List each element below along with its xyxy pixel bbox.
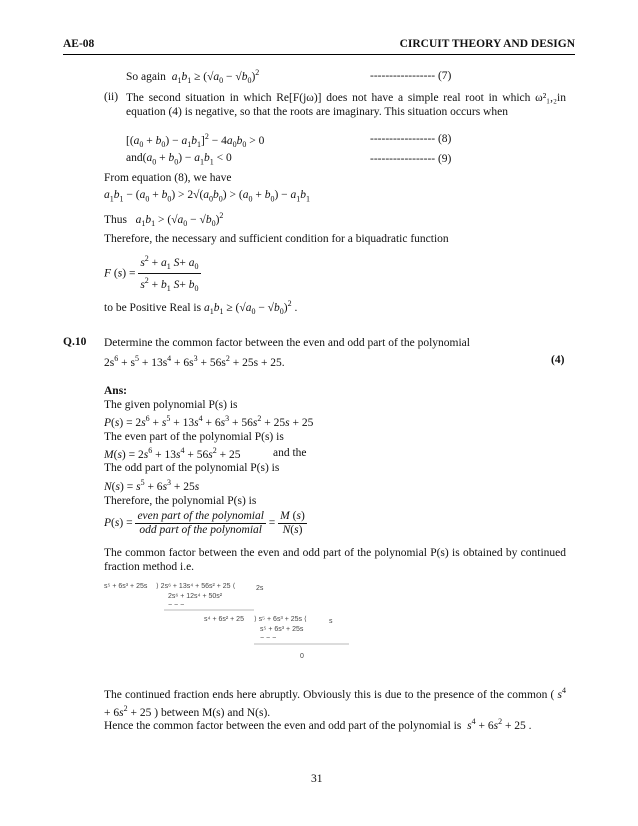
eq8-tag: ----------------- (8) [370,133,452,145]
eq7-line: So again $a_1b_1 \ge (√a_0 - √b_0)^2$ [126,68,260,86]
header-right: CIRCUIT THEORY AND DESIGN [399,38,575,50]
continued-fraction-figure [104,578,372,676]
svg-text:s⁵ + 6s³ + 25s: s⁵ + 6s³ + 25s [104,583,148,590]
so-again-text: So again [126,70,166,83]
inequality-line: $a_1b_1 - (a_0 + b_0) > 2√(a_0b_0) > (a_0 + b_0) - a_1b_1$ [104,189,311,204]
svg-text:⟩ s⁵ + 6s³ + 25s ⟨: ⟩ s⁵ + 6s³ + 25s ⟨ [254,616,307,623]
thus-line: Thus $a_1b_1 > (√a_0 - √b_0)^2$ [104,211,224,229]
and-label: and [126,152,143,164]
p-of-s: $P(s) = 2s^6 + s^5 + 13s^4 + 6s^3 + 56s^2 + 25s + 25$ [104,414,314,429]
biquadratic-fraction: F (s) = $\frac{s^2 + a_1 S+ a_0}{s^2 + b_1 S+ b_0}$ [104,254,199,294]
continued-text-end: ) between M(s) and N(s). [154,706,271,719]
even-part-text: The even part of the polynomial P(s) is [104,431,284,443]
svg-text:2s: 2s [256,585,264,592]
svg-text:− − −: − − − [168,602,185,609]
positive-real-text: to be Positive Real is [104,301,202,314]
positive-real-line: to be Positive Real is $a_1b_1 \ge (√a_0 - √b_0)^2$ . [104,299,298,317]
ps-fraction: P(s) = $\frac{\text{even part of the polynomial}}{\text{odd part of the polynomial}}$ = $\frac{M (s)}{N(s)}$ [104,510,305,536]
item-ii-label: (ii) [104,91,119,103]
q10-polynomial: $2s^6 + s^5 + 13s^4 + 6s^3 + 56s^2 + 25s + 25$. [104,354,285,369]
continued-text: The continued fraction ends here abruptly. Obviously this is due to the presence of the common ( $s^4 + 6s^2 + 25$ ) between M(s) and N(s). [104,686,566,719]
svg-text:− − −: − − − [260,635,277,642]
svg-text:s⁵ + 6s³ + 25s: s⁵ + 6s³ + 25s [260,626,304,633]
svg-text:s: s [329,618,333,625]
continued-text-start: The continued fraction ends here abruptly. Obviously this is due to the presence of the common ( [104,688,555,701]
ans-label: Ans: [104,385,128,397]
item-ii-text: The second situation in which Re[F(jω)] does not have a simple real root in which ω²₁,₂in equation (4) is negative, so that the roots are imaginary. This situation occurs when [126,92,566,118]
svg-text:0: 0 [300,653,304,660]
eq9-line: $and(a_0 + b_0) - a_1b_1 < 0$ [126,152,232,167]
odd-part-text: The odd part of the polynomial P(s) is [104,462,280,474]
from-eq8-text: From equation (8), we have [104,172,232,184]
q10-text: Determine the common factor between the even and odd part of the polynomial [104,337,470,349]
given-text: The given polynomial P(s) is [104,399,238,411]
frac-num: even part of the polynomial [137,510,264,522]
svg-text:s⁴ + 6s² + 25: s⁴ + 6s² + 25 [204,616,244,623]
n-of-s: $N(s) = s^5 + 6s^3 + 25s$ [104,478,200,493]
therefore-text: Therefore, the necessary and sufficient condition for a biquadratic function [104,233,449,245]
hence-text: Hence the common factor between the even and odd part of the polynomial is [104,719,462,732]
q10-marks: (4) [551,354,565,366]
common-factor-text: The common factor between the even and odd part of the polynomial P(s) is obtained by continued fraction method i.e. [104,547,566,573]
q10-label: Q.10 [63,336,87,348]
eq7-tag: ----------------- (7) [370,70,452,82]
hence-line: Hence the common factor between the even and odd part of the polynomial is $s^4 + 6s^2 + 25$ . [104,717,532,732]
header-left: AE-08 [63,38,95,50]
page-number: 31 [311,773,323,785]
thus-text: Thus [104,213,127,226]
svg-text:⟩ 2s⁶ + 13s⁴ + 56s² + 25 ⟨: ⟩ 2s⁶ + 13s⁴ + 56s² + 25 ⟨ [156,583,236,590]
eq8-line: $[(a_0 + b_0) - a_1b_1]^2 - 4a_0b_0 > 0$ [126,132,265,150]
therefore-ps-text: Therefore, the polynomial P(s) is [104,495,257,507]
and-the-text: and the [273,447,307,459]
frac-den: odd part of the polynomial [139,524,263,536]
eq9-tag: ----------------- (9) [370,153,452,165]
header-rule [63,54,575,55]
svg-text:2s⁶ + 12s⁴ + 50s²: 2s⁶ + 12s⁴ + 50s² [168,593,223,600]
m-of-s: $M(s) = 2s^6 + 13s^4 + 56s^2 + 25$ [104,446,241,461]
